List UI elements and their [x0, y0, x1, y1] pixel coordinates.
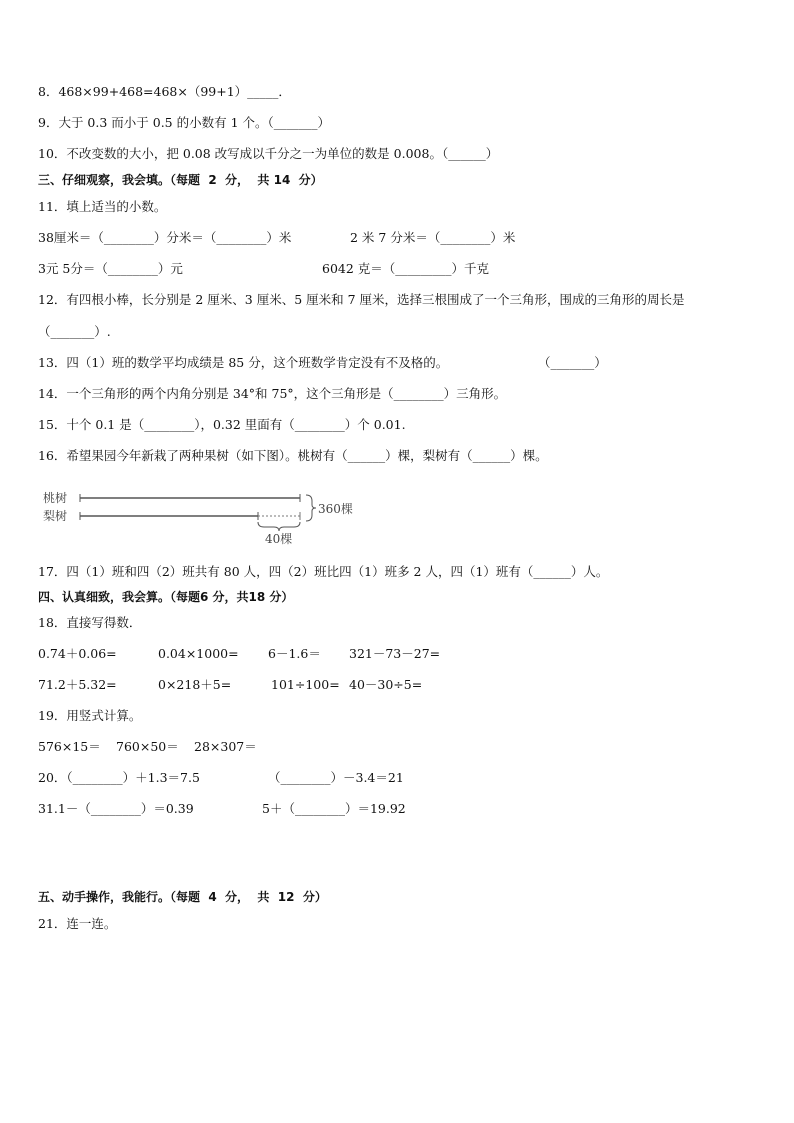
question-20-item: （________）－3.4＝21: [268, 770, 404, 785]
question-14: 14．一个三角形的两个内角分别是 34°和 75°，这个三角形是（________）三角形。: [38, 386, 507, 401]
question-11-item-a: 38厘米＝（________）分米＝（________）米: [38, 230, 292, 245]
calc-item: 0×218＋5=: [158, 677, 232, 692]
difference-label: 40棵: [265, 532, 293, 546]
vertical-calc-item: 760×50＝: [116, 739, 179, 754]
question-16: 16．希望果园今年新栽了两种果树（如下图）。桃树有（______）棵，梨树有（______）棵。: [38, 448, 548, 463]
question-21: 21．连一连。: [38, 916, 117, 931]
question-8: 8．468×99+468=468×（99+1）_____．: [38, 84, 291, 99]
section-5-heading: 五、动手操作，我能行。（每题 4 分， 共 12 分）: [38, 890, 327, 904]
total-label: 360棵: [318, 502, 353, 516]
calc-item: 71.2＋5.32=: [38, 677, 117, 692]
fruit-tree-diagram: [38, 486, 368, 548]
peach-tree-label: 桃树: [43, 491, 68, 505]
section-3-heading: 三、仔细观察，我会填。（每题 2 分， 共 14 分）: [38, 173, 323, 187]
calc-item: 6－1.6＝: [268, 646, 321, 661]
total-brace: [306, 495, 316, 521]
question-13: 13．四（1）班的数学平均成绩是 85 分，这个班数学肯定没有不及格的。: [38, 355, 449, 370]
question-11-item-d: 6042 克＝（_________）千克: [322, 261, 490, 276]
question-18: 18．直接写得数．: [38, 615, 142, 630]
question-11-item-b: 2 米 7 分米＝（________）米: [350, 230, 516, 245]
question-19: 19．用竖式计算。: [38, 708, 142, 723]
calc-item: 0.74＋0.06=: [38, 646, 117, 661]
question-13-blank: （_______）: [538, 355, 607, 370]
question-12-line-2: （_______）.: [38, 324, 111, 339]
question-17: 17．四（1）班和四（2）班共有 80 人，四（2）班比四（1）班多 2 人，四（1）班有（______）人。: [38, 564, 609, 579]
question-15: 15．十个 0.1 是（________），0.32 里面有（________）个 0.01.: [38, 417, 406, 432]
question-20-item: 20．（________）＋1.3＝7.5: [38, 770, 200, 785]
difference-brace: [258, 522, 300, 531]
question-10: 10．不改变数的大小，把 0.08 改写成以千分之一为单位的数是 0.008。（______）: [38, 146, 499, 161]
question-12-line-1: 12．有四根小棒，长分别是 2 厘米、3 厘米、5 厘米和 7 厘米，选择三根围成了一个三角形，围成的三角形的周长是: [38, 292, 685, 307]
calc-item: 321－73－27=: [349, 646, 441, 661]
section-4-heading: 四、认真细致，我会算。（每题6 分，共18 分）: [38, 590, 294, 604]
question-9: 9．大于 0.3 而小于 0.5 的小数有 1 个。（_______）: [38, 115, 331, 130]
vertical-calc-item: 28×307＝: [194, 739, 257, 754]
calc-item: 101÷100=: [271, 677, 340, 692]
pear-tree-label: 梨树: [43, 509, 68, 523]
question-20-item: 5＋（________）＝19.92: [262, 801, 406, 816]
question-20-item: 31.1－（________）＝0.39: [38, 801, 194, 816]
question-11: 11．填上适当的小数。: [38, 199, 167, 214]
vertical-calc-item: 576×15＝: [38, 739, 101, 754]
calc-item: 40－30÷5=: [349, 677, 423, 692]
calc-item: 0.04×1000=: [158, 646, 239, 661]
question-11-item-c: 3元 5分＝（________）元: [38, 261, 183, 276]
